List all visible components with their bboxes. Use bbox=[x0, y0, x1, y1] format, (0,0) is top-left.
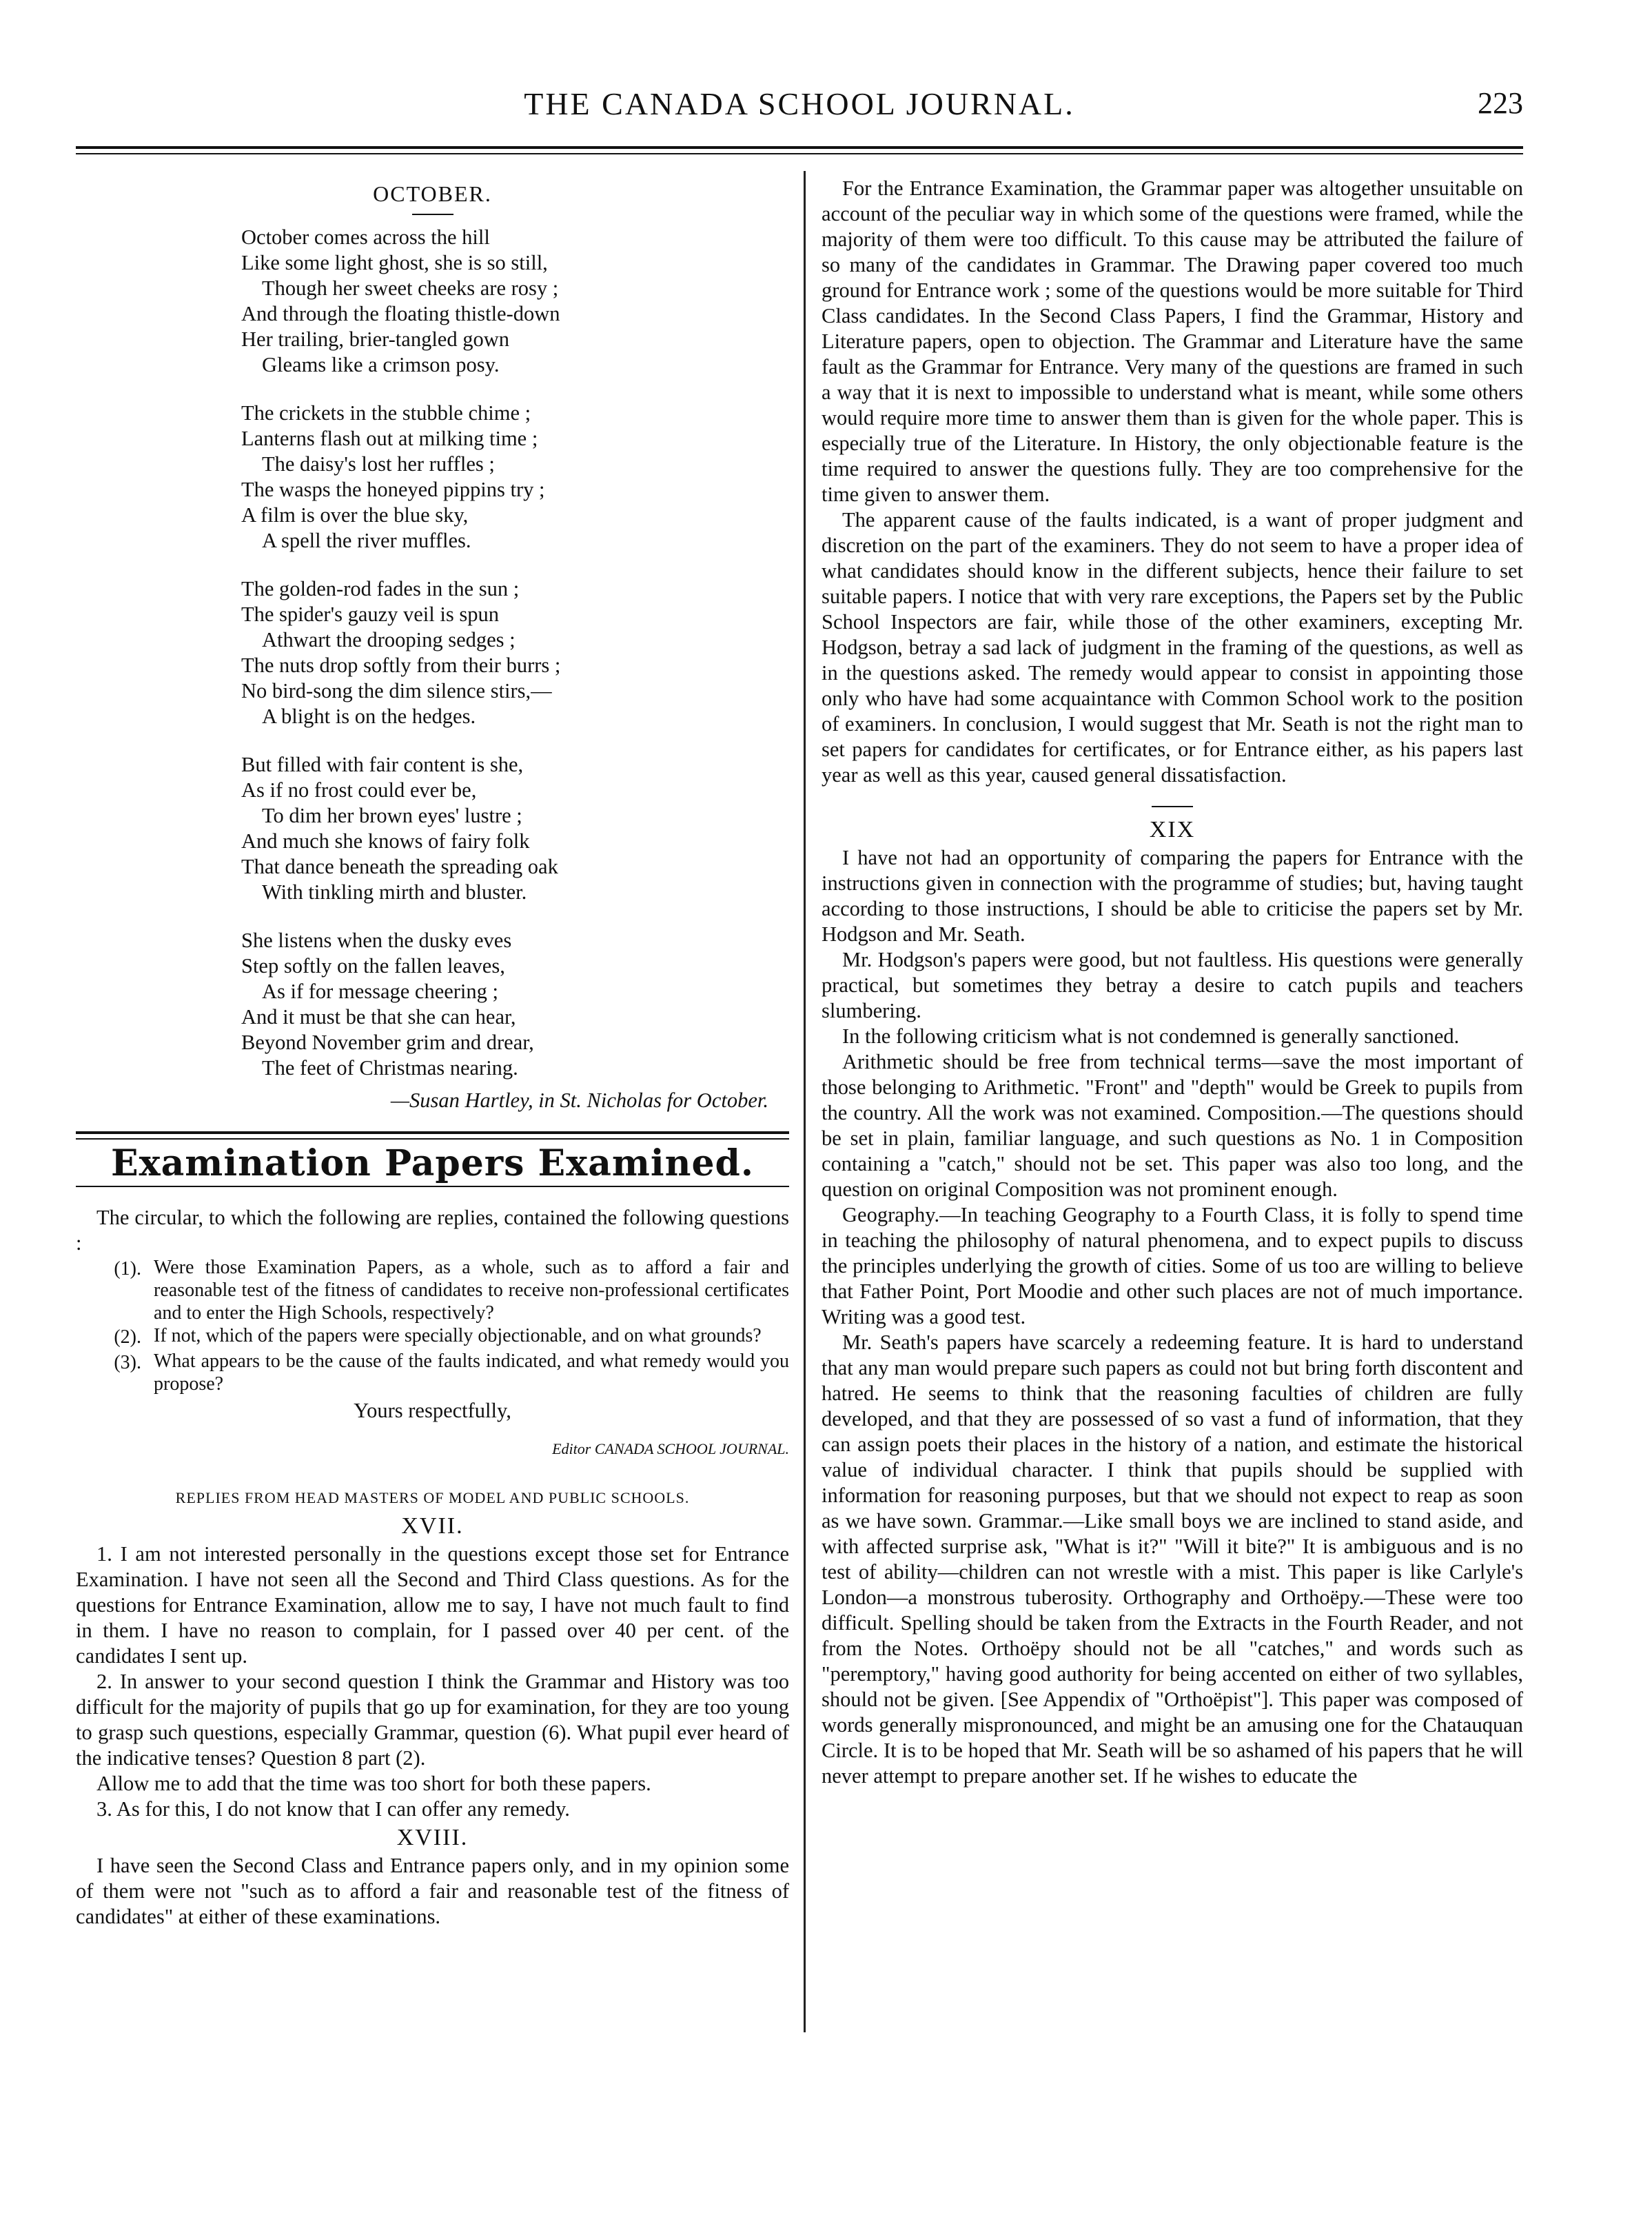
signoff: Yours respectfully, bbox=[354, 1399, 511, 1422]
right-column bbox=[822, 176, 1523, 1789]
question-number: (2). bbox=[114, 1326, 141, 1348]
poem-line: The wasps the honeyed pippins try ; bbox=[241, 478, 545, 501]
reply-paragraph: In the following criticism what is not condemned is generally sanctioned. bbox=[842, 1024, 1460, 1048]
poem-stanza bbox=[241, 401, 789, 554]
question-list bbox=[76, 1256, 789, 1395]
reply-paragraph: 1. I am not interested personally in the questions except those set for Entrance Examination. I have not seen all the Second and Third Class questions. As for the questions for Entrance Examination, allow me to say, I have not much fault to find in them. I have no reason to complain, for I passed over 40 per cent. of the candidates I sent up. bbox=[76, 1542, 789, 1668]
question-item bbox=[76, 1350, 789, 1395]
poem-line: Gleams like a crimson posy. bbox=[262, 353, 500, 376]
poem-title: OCTOBER. bbox=[373, 181, 492, 206]
reply-paragraph: I have not had an opportunity of comparing the papers for Entrance with the instructions given in connection with the programme of studies; but, having taught according to those instructions, I should be able to criticise the papers set by Mr. Hodgson and Mr. Seath. bbox=[822, 846, 1523, 946]
reply-number: XIX bbox=[1149, 817, 1196, 842]
poem-line: October comes across the hill bbox=[241, 225, 490, 249]
reply-paragraph: The apparent cause of the faults indicated, is a want of proper judgment and discretion on the part of the examiners. They do not seem to have a proper idea of what candidates should know in the different subjects, hence their failure to set suitable papers. I notice that with very rare exceptions, the Papers set by the Public School Inspectors are fair, while those of the other examiners, excepting Mr. Hodgson, betray a sad lack of judgment in the framing of the questions, as well as in the questions asked. The remedy would appear to consist in appointing those only who have had some acquaintance with Common School work to the position of examiners. In conclusion, I would suggest that Mr. Seath is not the right man to set papers for candidates for certificates, or for Entrance either, as his papers last year as well as this year, caused general dissatisfaction. bbox=[822, 508, 1523, 787]
reply-paragraph: I have seen the Second Class and Entrance papers only, and in my opinion some of them were not "such as to afford a fair and reasonable test of the fitness of candidates" at either of these examinations. bbox=[76, 1854, 789, 1928]
question-item bbox=[76, 1256, 789, 1324]
poem-line: And through the floating thistle-down bbox=[241, 302, 560, 325]
poem-line: Beyond November grim and drear, bbox=[241, 1031, 534, 1054]
poem-stanza bbox=[241, 928, 789, 1081]
poem-line: As if for message cheering ; bbox=[262, 980, 499, 1003]
poem-line: That dance beneath the spreading oak bbox=[241, 855, 558, 878]
question-number: (3). bbox=[114, 1352, 141, 1373]
poem-line: A film is over the blue sky, bbox=[241, 503, 469, 527]
reply-paragraph: Mr. Hodgson's papers were good, but not faultless. His questions were generally practical, but sometimes they betray a desire to catch pupils and teachers slumbering. bbox=[822, 948, 1523, 1022]
reply-number: XVIII. bbox=[396, 1825, 469, 1850]
question-text: Were those Examination Papers, as a whole, such as to afford a fair and reasonable test of the fitness of candidates to receive non-professional certificates and to enter the High Schools, respectively? bbox=[154, 1257, 789, 1324]
reply-paragraph: Allow me to add that the time was too short for both these papers. bbox=[96, 1772, 651, 1795]
poem-line: The feet of Christmas nearing. bbox=[262, 1056, 518, 1080]
page-number: 223 bbox=[1478, 86, 1523, 120]
poem-line: The golden-rod fades in the sun ; bbox=[241, 577, 520, 600]
poem-line: And it must be that she can hear, bbox=[241, 1005, 516, 1029]
poem-line: Step softly on the fallen leaves, bbox=[241, 954, 505, 978]
header-rule-thick bbox=[76, 146, 1523, 149]
poem-line: The spider's gauzy veil is spun bbox=[241, 603, 499, 626]
reply-paragraph: 3. As for this, I do not know that I can offer any remedy. bbox=[96, 1797, 570, 1821]
poem-stanza bbox=[241, 752, 789, 905]
separator-dash bbox=[1152, 806, 1193, 807]
left-column bbox=[76, 176, 789, 1930]
reply-number: XVII. bbox=[401, 1513, 464, 1539]
poem-line: She listens when the dusky eves bbox=[241, 929, 512, 952]
section-rule bbox=[76, 1131, 789, 1140]
poem-line: As if no frost could ever be, bbox=[241, 778, 477, 802]
poem-attribution: —Susan Hartley, in St. Nicholas for October. bbox=[390, 1089, 768, 1112]
reply-paragraph: 2. In answer to your second question I think the Grammar and History was too difficult for the majority of pupils that go up for examination, for they are too young to grasp such questions, especially Grammar, question (6). What pupil ever heard of the indicative tenses? Question 8 part (2). bbox=[76, 1670, 789, 1770]
journal-title: THE CANADA SCHOOL JOURNAL. bbox=[524, 86, 1075, 121]
poem-line: Like some light ghost, she is so still, bbox=[241, 251, 548, 274]
intro-paragraph: The circular, to which the following are replies, contained the following questions : bbox=[76, 1206, 789, 1255]
poem-line: The daisy's lost her ruffles ; bbox=[262, 452, 495, 476]
poem-line: Though her sweet cheeks are rosy ; bbox=[262, 276, 559, 300]
question-number: (1). bbox=[114, 1258, 141, 1280]
replies-heading: REPLIES FROM HEAD MASTERS OF MODEL AND PUBLIC SCHOOLS. bbox=[175, 1489, 690, 1506]
poem-stanza bbox=[241, 576, 789, 729]
poem-line: The nuts drop softly from their burrs ; bbox=[241, 654, 561, 677]
page-header bbox=[76, 76, 1523, 131]
heading-rule bbox=[76, 1186, 789, 1187]
header-rule-thin bbox=[76, 153, 1523, 154]
reply-paragraph: Mr. Seath's papers have scarcely a redeeming feature. It is hard to understand that any man would prepare such papers as could not but bring forth discontent and hatred. He seems to think that the reasoning faculties of children are fully developed, and that they are possessed of so vast a fund of information, that they can assign poets their places in the history of a nation, and estimate the historical value of individual character. I think that pupils should be supplied with information for reasoning purposes, but that we should not expect to reap as soon as we have sown. Grammar.—Like small boys we are inclined to stand aside, and with affected surprise ask, "What is it?" "Will it bite?" It is ambiguous and is no test of ability—children can not wrestle with a mist. This paper is like Carlyle's London—a monstrous tuberosity. Orthography and Orthoëpy.—These were too difficult. Spelling should be taken from the Extracts in the Fourth Reader, and not from the Notes. Orthoëpy should not be all "catches," and words such as "peremptory," having good authority for being accented on either of two syllables, should not be given. [See Appendix of "Orthoëpist"]. This paper was composed of words generally mispronounced, and might be an amusing one for the Chatauquan Circle. It is to be hoped that Mr. Seath will be so ashamed of his papers that he will never attempt to prepare another set. If he wishes to educate the bbox=[822, 1331, 1523, 1788]
question-text: What appears to be the cause of the faults indicated, and what remedy would you propose? bbox=[154, 1351, 789, 1395]
reply-paragraph: Arithmetic should be free from technical terms—save the most important of those belonging to Arithmetic. "Front" and "depth" would be Greek to pupils from the country. All the work was not examined. Composition.—The questions should be set in plain, familiar language, and such questions as No. 1 in Composition containing a "catch," should not be set. This paper was also too long, and the question on original Composition was not prominent enough. bbox=[822, 1050, 1523, 1201]
poem-stanza bbox=[241, 225, 789, 378]
reply-paragraph: Geography.—In teaching Geography to a Fourth Class, it is folly to spend time in teaching the philosophy of natural phenomena, and to expect pupils to discuss the principles underlying the growth of cities. Some of us too are willing to believe that Father Point, Port Moodie and other such places are not of much importance. Writing was a good test. bbox=[822, 1203, 1523, 1328]
poem-line: Lanterns flash out at milking time ; bbox=[241, 427, 538, 450]
poem-line: The crickets in the stubble chime ; bbox=[241, 401, 531, 425]
title-dash bbox=[412, 214, 453, 215]
poem-line: But filled with fair content is she, bbox=[241, 753, 524, 776]
section-heading: Examination Papers Examined. bbox=[110, 1142, 755, 1184]
reply-paragraph: For the Entrance Examination, the Grammar paper was altogether unsuitable on account of the peculiar way in which some of the questions were framed, while the majority of them were too difficult. To this cause may be attributed the failure of so many of the candidates in Grammar. The Drawing paper covered too much ground for Entrance work ; some of the questions would be more suitable for Third Class candidates. In the Second Class Papers, I find the Grammar, History and Literature papers, open to objection. The Grammar and Literature have the same fault as the Grammar for Entrance. Very many of the questions are framed in such a way that it is next to impossible to understand what is meant, while some others would require more time to answer them than is given for the whole paper. This is especially true of the Literature. In History, the only objectionable feature is the time required to answer the questions fully. They are too comprehensive for the time given to answer them. bbox=[822, 176, 1523, 506]
question-item bbox=[76, 1324, 789, 1350]
editor-signature: Editor CANADA SCHOOL JOURNAL. bbox=[552, 1440, 789, 1457]
poem-line: Athwart the drooping sedges ; bbox=[262, 628, 516, 651]
poem-line: To dim her brown eyes' lustre ; bbox=[262, 804, 522, 827]
poem-line: A spell the river muffles. bbox=[262, 529, 471, 552]
poem-line: No bird-song the dim silence stirs,— bbox=[241, 679, 552, 702]
question-text: If not, which of the papers were specially objectionable, and on what grounds? bbox=[154, 1325, 762, 1346]
poem-line: A blight is on the hedges. bbox=[262, 705, 476, 728]
poem-line: And much she knows of fairy folk bbox=[241, 829, 530, 853]
column-divider bbox=[804, 171, 806, 2032]
poem-line: Her trailing, brier-tangled gown bbox=[241, 327, 509, 351]
poem-line: With tinkling mirth and bluster. bbox=[262, 880, 527, 904]
